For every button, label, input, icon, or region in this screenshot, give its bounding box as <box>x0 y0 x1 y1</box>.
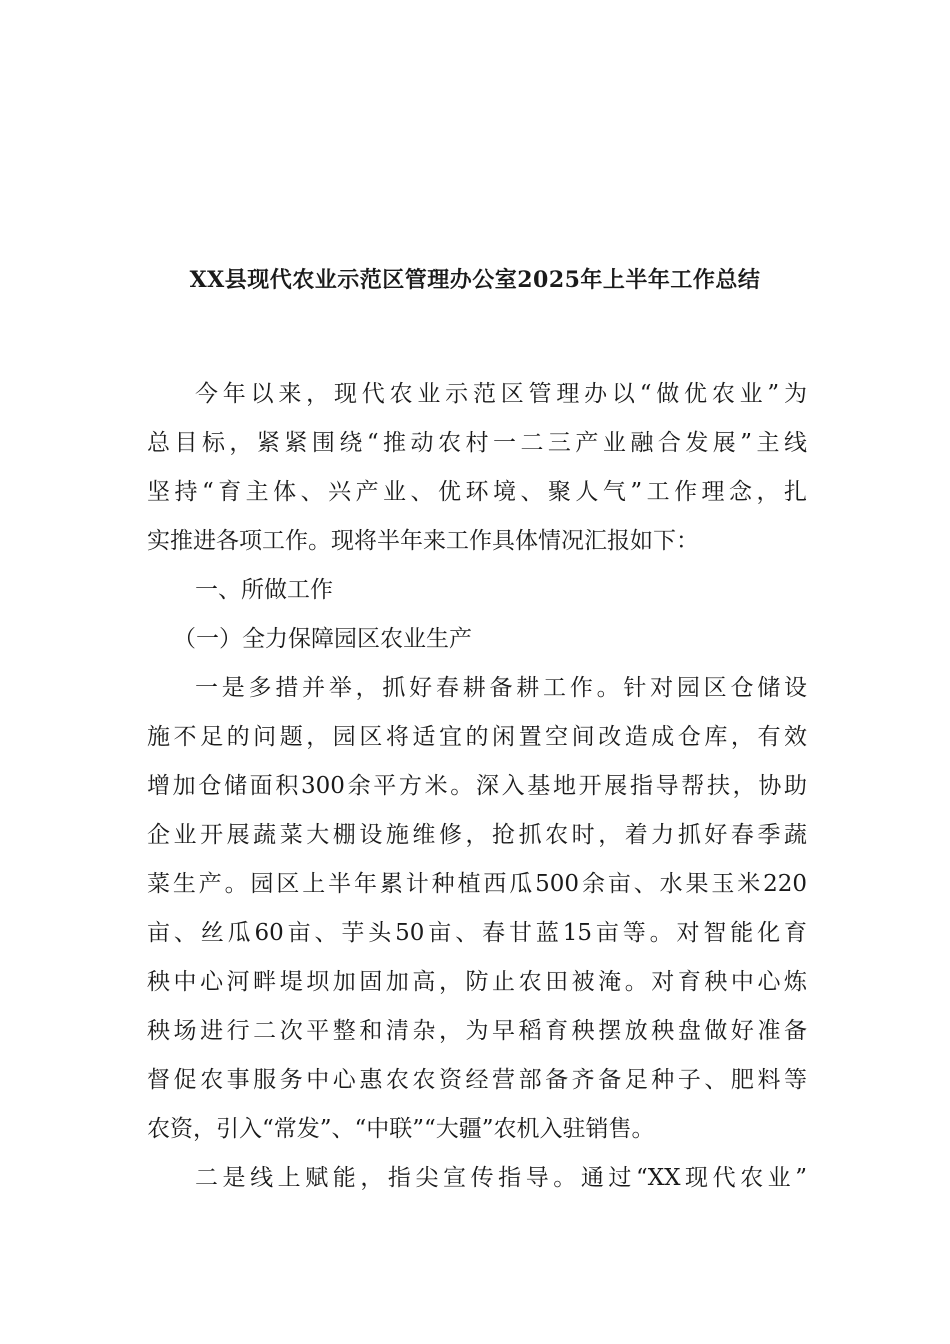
paragraph-line: 亩、丝瓜60亩、芋头50亩、春甘蓝15亩等。对智能化育 <box>147 920 807 946</box>
paragraph-line: 二是线上赋能，指尖宣传指导。通过“XX现代农业” <box>195 1165 807 1191</box>
paragraph-line: 农资，引入“常发”、“中联”“大疆”农机入驻销售。 <box>147 1116 655 1142</box>
paragraph-line: 督促农事服务中心惠农农资经营部备齐备足种子、肥料等 <box>147 1067 807 1093</box>
paragraph-line: 一是多措并举，抓好春耕备耕工作。针对园区仓储设 <box>195 675 807 701</box>
paragraph-line: 秧中心河畔堤坝加固加高，防止农田被淹。对育秧中心炼 <box>147 969 807 995</box>
section-heading: 一、所做工作 <box>195 577 333 603</box>
paragraph-line: 坚持“育主体、兴产业、优环境、聚人气”工作理念，扎 <box>147 479 807 505</box>
paragraph-line: 今年以来，现代农业示范区管理办以“做优农业”为 <box>195 381 807 407</box>
paragraph-line: 实推进各项工作。现将半年来工作具体情况汇报如下： <box>147 528 699 554</box>
paragraph-line: 菜生产。园区上半年累计种植西瓜500余亩、水果玉米220 <box>147 871 807 897</box>
document-title: XX县现代农业示范区管理办公室2025年上半年工作总结 <box>189 267 761 293</box>
paragraph-line: 企业开展蔬菜大棚设施维修，抢抓农时，着力抓好春季蔬 <box>147 822 807 848</box>
paragraph-line: 施不足的问题，园区将适宜的闲置空间改造成仓库，有效 <box>147 724 807 750</box>
paragraph-line: 总目标，紧紧围绕“推动农村一二三产业融合发展”主线 <box>147 430 807 456</box>
paragraph-line: 秧场进行二次平整和清杂，为早稻育秧摆放秧盘做好准备 <box>147 1018 807 1044</box>
paragraph-line: 增加仓储面积300余平方米。深入基地开展指导帮扶，协助 <box>147 773 807 799</box>
subsection-heading: （一）全力保障园区农业生产 <box>173 626 472 652</box>
